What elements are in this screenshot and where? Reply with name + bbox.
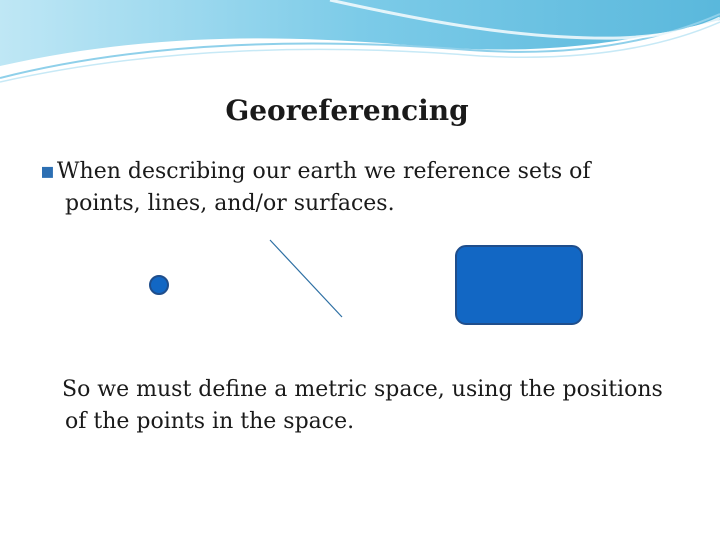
paragraph-two-line-one: So we must define a metric space, using the positions [62, 377, 663, 402]
rounded-rectangle-shape [456, 246, 582, 324]
paragraph-one-line-two: points, lines, and/or surfaces. [65, 191, 395, 216]
point-shape [150, 276, 168, 294]
line-shape [270, 240, 342, 317]
paragraph-one-text-a: When describing our earth we reference sets of [56, 159, 591, 184]
slide-title: Georeferencing [225, 94, 469, 127]
paragraph-two-line-two: of the points in the space. [65, 409, 355, 434]
bullet-icon: ▪ [40, 159, 55, 184]
paragraph-two [62, 374, 702, 438]
